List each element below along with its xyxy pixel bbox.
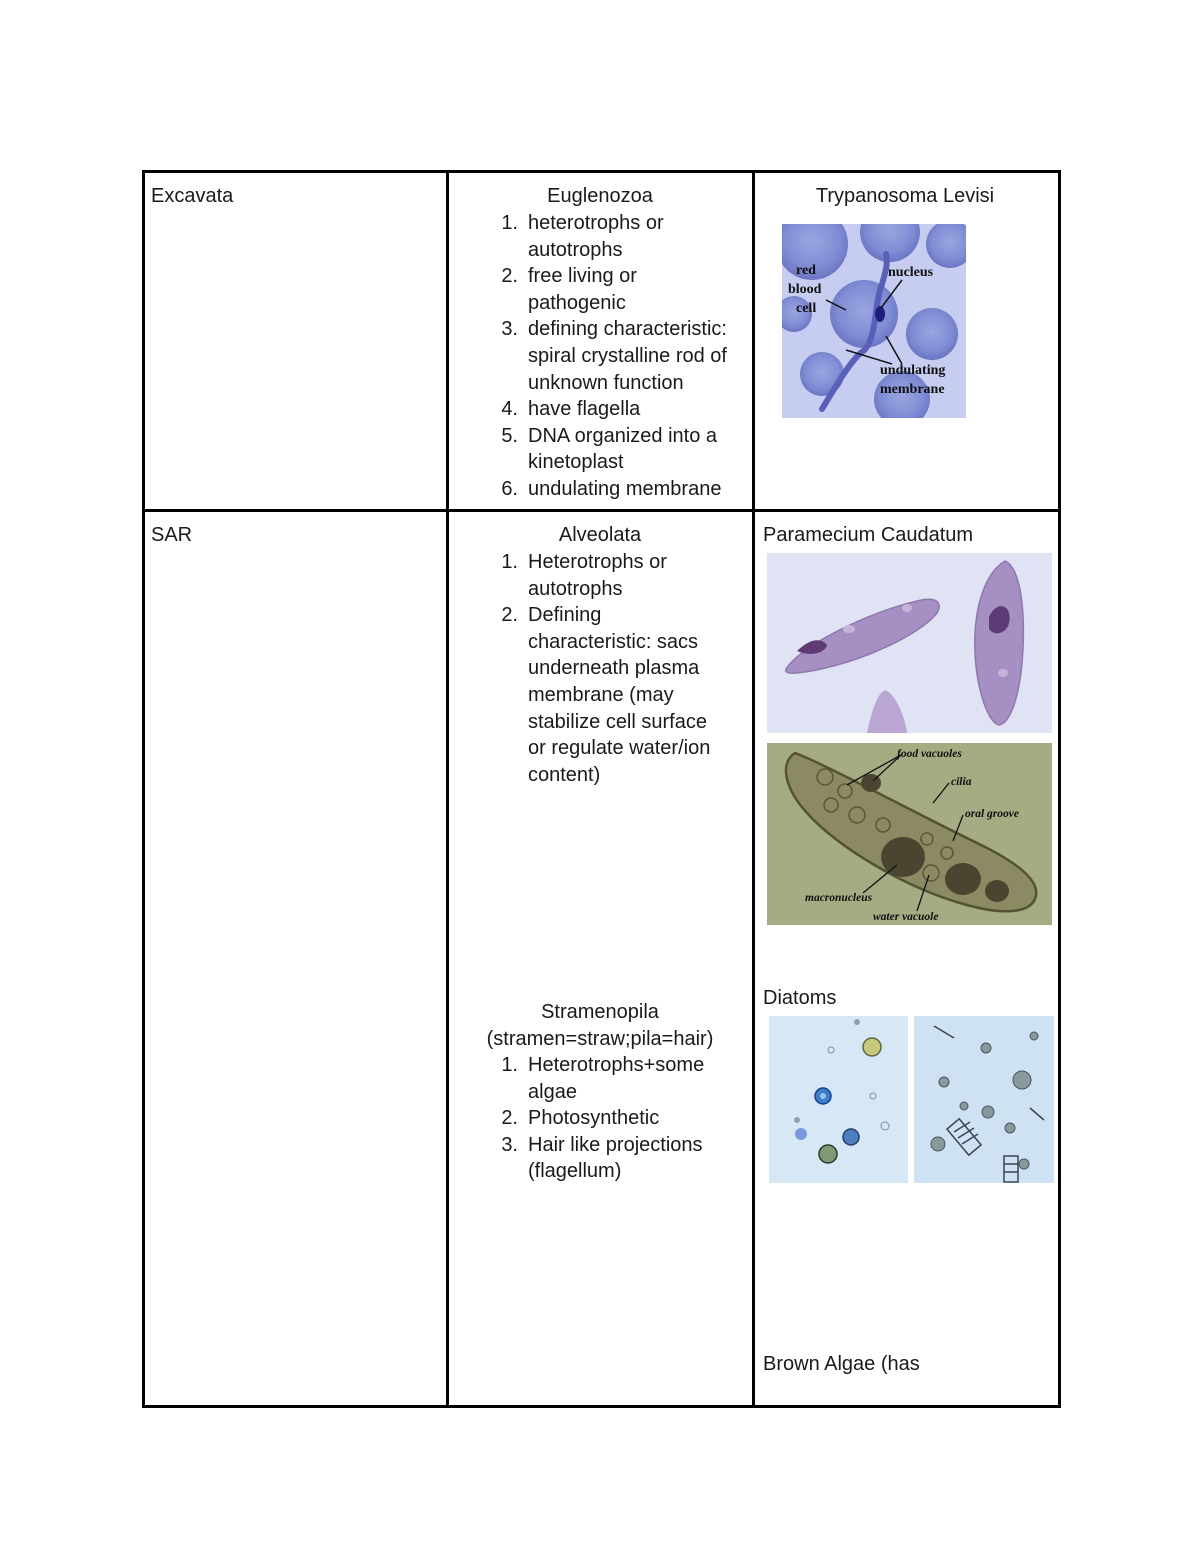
paramecium-micrograph-labeled [767, 743, 1052, 925]
label-undulating: undulating [880, 363, 946, 378]
list-item: 4. have flagella [501, 398, 641, 421]
label-red: red [796, 263, 816, 278]
example-diatoms: Diatoms [763, 987, 837, 1009]
list-item: 2. free living or pathogenic [501, 265, 637, 314]
list-item: 1. Heterotrophs+some algae [501, 1054, 705, 1103]
euglenozoa-traits [488, 210, 727, 503]
list-item: 3. defining characteristic: spiral crystalline rod of unknown function [501, 318, 727, 394]
group-sar: SAR [151, 524, 193, 546]
stramenopila-traits [488, 1052, 704, 1185]
list-item: 1. Heterotrophs or autotrophs [501, 551, 667, 600]
list-item: 1. heterotrophs or autotrophs [501, 212, 664, 261]
column-divider-1 [446, 170, 449, 1408]
label-water-vacuole: water vacuole [873, 911, 939, 923]
label-cell: cell [796, 301, 817, 316]
row-divider [142, 509, 1061, 512]
label-food-vacuoles: food vacuoles [897, 748, 962, 760]
table-border-left [142, 170, 145, 1408]
label-nucleus: nucleus [888, 265, 934, 280]
column-divider-2 [752, 170, 755, 1408]
label-membrane: membrane [880, 382, 945, 397]
label-cilia: cilia [951, 776, 972, 788]
example-trypanosoma: Trypanosoma Levisi [815, 185, 995, 207]
list-item: 3. Hair like projections (flagellum) [501, 1133, 703, 1183]
list-item: 2. Defining characteristic: sacs underneath plasma membrane (may stabilize cell surface or regulate water/ion content) [501, 604, 711, 786]
paramecium-micrograph-stained [767, 553, 1052, 733]
trypanosoma-micrograph [782, 224, 966, 418]
label-blood: blood [788, 282, 822, 297]
stramenopila-etymology: (stramen=straw;pila=hair) [486, 1028, 714, 1050]
label-oral-groove: oral groove [965, 808, 1019, 820]
list-item: 2. Photosynthetic [501, 1107, 660, 1130]
list-item: 5. DNA organized into a kinetoplast [501, 424, 718, 474]
table-border-bottom [142, 1405, 1061, 1408]
alveolata-traits [488, 549, 710, 788]
table-border-top [142, 170, 1061, 173]
diatoms-micrograph-1 [769, 1016, 908, 1183]
subgroup-stramenopila: Stramenopila [541, 1001, 659, 1023]
subgroup-euglenozoa: Euglenozoa [547, 185, 653, 207]
list-item: 6. undulating membrane [501, 477, 722, 500]
example-brown-algae: Brown Algae (has [763, 1353, 920, 1375]
table-border-right [1058, 170, 1061, 1408]
label-macronucleus: macronucleus [805, 892, 873, 904]
diatoms-micrograph-2 [914, 1016, 1054, 1183]
group-excavata: Excavata [151, 185, 234, 207]
subgroup-alveolata: Alveolata [558, 524, 642, 546]
example-paramecium: Paramecium Caudatum [763, 524, 974, 546]
